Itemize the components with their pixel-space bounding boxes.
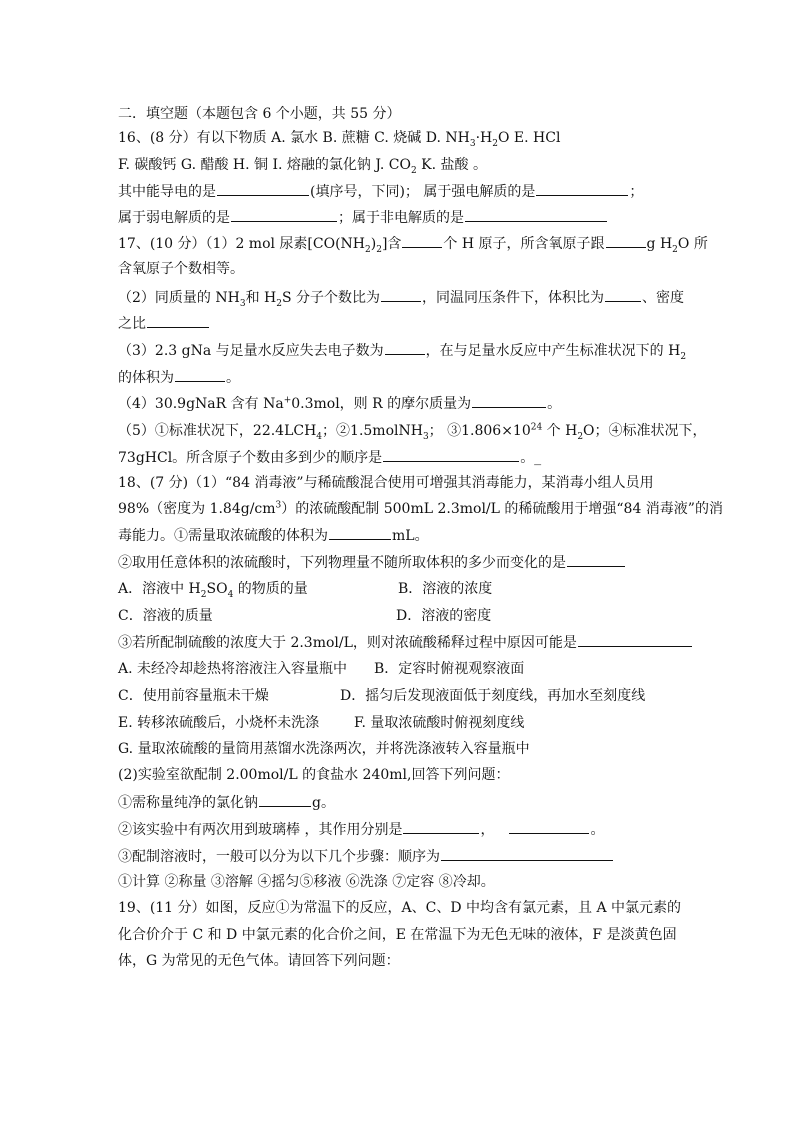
text-segment: A. 未经冷却趁热将溶液注入容量瓶中 — [118, 661, 348, 677]
answer-blank[interactable] — [472, 393, 546, 408]
q17-part5 — [118, 421, 707, 441]
q18-sub2 — [118, 552, 626, 573]
text-segment: 。 — [226, 370, 240, 386]
q19-line1 — [118, 898, 681, 918]
q18-line2 — [118, 499, 723, 519]
text-segment: 3 — [422, 431, 429, 442]
text-segment: （3）2.3 gNa 与足量水反应失去电子数为 — [118, 343, 384, 359]
text-segment: 4 — [316, 431, 323, 442]
text-segment: ；属于非电解质的是 — [338, 210, 464, 226]
text-segment: （4）30.9gNaR 含有 Na — [118, 396, 284, 412]
text-segment: 2 — [276, 298, 282, 309]
answer-blank[interactable] — [403, 819, 479, 834]
text-segment: （5）①标准状况下，22.4LCH — [118, 423, 317, 439]
text-segment: 73gHCl。所含原子个数由多到少的顺序是 — [118, 450, 383, 466]
q19-line2 — [118, 925, 677, 945]
answer-blank[interactable] — [217, 181, 309, 196]
text-segment: 17、(10 分）（1）2 mol 尿素[CO(NH — [118, 236, 366, 252]
text-segment: D．摇匀后发现液面低于刻度线，再加水至刻度线 — [340, 688, 646, 704]
text-segment: ②取用任意体积的浓硫酸时，下列物理量不随所取体积的多少而变化的是 — [118, 555, 566, 571]
q17-line1 — [118, 233, 708, 254]
text-segment: S 分子个数比为 — [281, 290, 381, 306]
q17-part3-cont — [118, 367, 240, 388]
text-segment: ，在与足量水反应中产生标准状况下的 H — [425, 343, 681, 359]
text-segment: 3 — [275, 500, 282, 511]
text-segment: ①需称量纯净的氯化钠 — [118, 795, 258, 811]
text-segment: 个 H 原子，所含氧原子跟 — [443, 236, 605, 252]
text-segment: g。 — [312, 795, 335, 811]
text-segment: 0.3mol，则 R 的摩尔质量为 — [291, 396, 472, 412]
text-segment: O E. HCl — [497, 130, 561, 146]
text-segment: F. 碳酸钙 G. 醋酸 H. 铜 I. 熔融的氯化钠 J. CO — [118, 157, 411, 173]
answer-blank[interactable] — [578, 632, 692, 647]
text-segment: 之比 — [118, 316, 146, 332]
text-segment: 和 H — [245, 290, 277, 306]
text-segment: 2 — [577, 431, 584, 442]
text-segment: B．定容时俯视观察液面 — [374, 661, 525, 677]
text-segment: (2)实验室欲配制 2.00mol/L 的食盐水 240ml,回答下列问题： — [118, 767, 510, 783]
q18-errors-row1 — [118, 659, 525, 679]
text-segment: 2 — [200, 589, 207, 600]
text-segment: 、密度 — [642, 290, 685, 306]
option-b: B．溶液的浓度 — [398, 581, 493, 597]
text-segment: K. 盐酸 。 — [416, 157, 487, 173]
text-segment: 19、(11 分）如图，反应①为常温下的反应，A、C、D 中均含有氯元素，且 A 中氯元素的 — [118, 900, 682, 916]
text-segment: 2 — [376, 244, 382, 255]
q18-errors-row3 — [118, 713, 525, 733]
answer-blank[interactable] — [381, 287, 421, 302]
text-segment: ②该实验中有两次用到玻璃棒 ，其作用分别是 — [118, 822, 403, 838]
text-segment: A．溶液中 H — [118, 581, 201, 597]
text-segment: 属于弱电解质的是 — [118, 210, 230, 226]
section-title — [118, 104, 401, 124]
q18-line3 — [118, 525, 429, 546]
text-segment: ；②1.5molNH — [322, 423, 423, 439]
q16-line4 — [118, 207, 608, 228]
text-segment: 2 — [365, 244, 371, 255]
answer-blank[interactable] — [441, 846, 613, 861]
text-segment: 化合价介于 C 和 D 中氯元素的化合价之间，E 在常温下为无色无味的液体，F 是淡黄色固 — [118, 927, 677, 943]
q18-errors-row2 — [118, 686, 646, 706]
answer-blank[interactable] — [536, 181, 628, 196]
text-segment: 2 — [410, 165, 417, 176]
text-segment: （2）同质量的 NH — [118, 290, 240, 306]
text-segment: 3 — [469, 138, 476, 149]
q18-part2-q2 — [118, 819, 604, 840]
text-segment: G. 量取浓硫酸的量筒用蒸馏水洗涤两次，并将洗涤液转入容量瓶中 — [118, 741, 530, 757]
text-segment: 。_ — [520, 450, 542, 466]
text-segment: ]含 — [381, 236, 402, 252]
text-segment: SO — [206, 581, 228, 597]
text-segment: 的体积为 — [118, 370, 174, 386]
text-segment: 2 — [672, 244, 678, 255]
text-segment: 。 — [590, 822, 605, 838]
text-segment: ①计算 ②称量 ③溶解 ④摇匀⑤移液 ⑥洗涤 ⑦定容 ⑧冷却。 — [118, 874, 495, 890]
text-segment: ③配制溶液时，一般可以分为以下几个步骤：顺序为 — [118, 849, 440, 865]
q18-part2-q3 — [118, 846, 614, 867]
answer-blank[interactable] — [465, 207, 607, 222]
q16-line2 — [118, 155, 487, 175]
text-segment: 含氧原子个数相等。 — [118, 261, 244, 277]
answer-blank[interactable] — [605, 287, 641, 302]
text-segment: 2 — [680, 351, 687, 362]
text-segment: ) — [370, 236, 377, 252]
text-segment: F. 量取浓硫酸时俯视刻度线 — [354, 715, 525, 731]
q19-line3 — [118, 951, 400, 971]
text-segment: (填序号，下同)； 属于强电解质的是 — [310, 184, 536, 200]
q18-steps — [118, 872, 495, 892]
answer-blank[interactable] — [606, 233, 646, 248]
text-segment: 4 — [227, 589, 234, 600]
q18-part2 — [118, 765, 509, 785]
text-segment: 毒能力。①需量取浓硫酸的体积为 — [118, 528, 328, 544]
text-segment: 。 — [547, 396, 562, 412]
text-segment: 其中能导电的是 — [118, 184, 216, 200]
text-segment: 体，G 为常见的无色气体。请回答下列问题： — [118, 953, 400, 969]
q17-part2-cont — [118, 313, 210, 334]
text-segment: g H — [646, 236, 673, 252]
text-segment: ）的浓硫酸配制 500mL 2.3mol/L 的稀硫酸用于增强“84 消毒液”的消 — [281, 501, 723, 517]
answer-blank[interactable] — [402, 233, 442, 248]
answer-blank[interactable] — [329, 525, 391, 540]
q18-line1 — [118, 473, 654, 493]
text-segment: C．使用前容量瓶未干燥 — [118, 688, 269, 704]
text-segment: ； — [629, 184, 644, 200]
q17-part2 — [118, 287, 684, 308]
text-segment: ，同温同压条件下，体积比为 — [422, 290, 605, 306]
text-segment: O；④标准状况下， — [583, 423, 707, 439]
answer-blank[interactable] — [509, 819, 589, 834]
q17-part4 — [118, 393, 561, 414]
q18-sub3 — [118, 632, 693, 653]
q16-line1 — [118, 128, 560, 148]
answer-blank[interactable] — [385, 340, 425, 355]
text-segment: ； ③1.806×10 — [428, 423, 531, 439]
answer-blank[interactable] — [383, 447, 519, 462]
text-segment: 个 H — [542, 423, 578, 439]
text-segment: 98%（密度为 1.84g/cm — [118, 501, 276, 517]
answer-blank[interactable] — [231, 207, 337, 222]
text-segment: 24 — [530, 422, 543, 433]
text-segment: C．溶液的质量 — [118, 608, 213, 624]
q17-line2 — [118, 259, 244, 279]
text-segment: ·H — [475, 130, 493, 146]
text-segment: E. 转移浓硫酸后，小烧杯未洗涤 — [118, 715, 320, 731]
answer-blank[interactable] — [259, 792, 311, 807]
q17-part5-cont — [118, 447, 541, 468]
q17-part3 — [118, 340, 686, 361]
text-segment: 2 — [492, 138, 498, 149]
text-segment: + — [283, 395, 292, 406]
text-segment: 16、(8 分）有以下物质 A. 氯水 B. 蔗糖 C. 烧碱 D. NH — [118, 130, 470, 146]
option-d: D．溶液的密度 — [396, 608, 492, 624]
text-segment: 18、(7 分)（1）“84 消毒液”与稀硫酸混合使用可增强其消毒能力，某消毒小组人员用 — [118, 475, 654, 491]
answer-blank[interactable] — [175, 367, 225, 382]
text-segment: 3 — [239, 298, 246, 309]
text-segment: O 所 — [677, 236, 708, 252]
q16-line3 — [118, 181, 643, 202]
answer-blank[interactable] — [147, 313, 209, 328]
text-segment: ， — [480, 822, 495, 838]
q18-part2-q1 — [118, 792, 335, 813]
text-segment: mL。 — [392, 528, 429, 544]
text-segment: ③若所配制硫酸的浓度大于 2.3mol/L，则对浓硫酸稀释过程中原因可能是 — [118, 635, 577, 651]
text-segment: 的物质的量 — [233, 581, 308, 597]
q18-options-row1 — [118, 579, 493, 600]
answer-blank[interactable] — [567, 552, 625, 567]
q18-options-row2 — [118, 606, 492, 626]
q18-errors-row4 — [118, 739, 530, 759]
text-segment: 二．填空题（本题包含 6 个小题，共 55 分） — [118, 106, 401, 122]
